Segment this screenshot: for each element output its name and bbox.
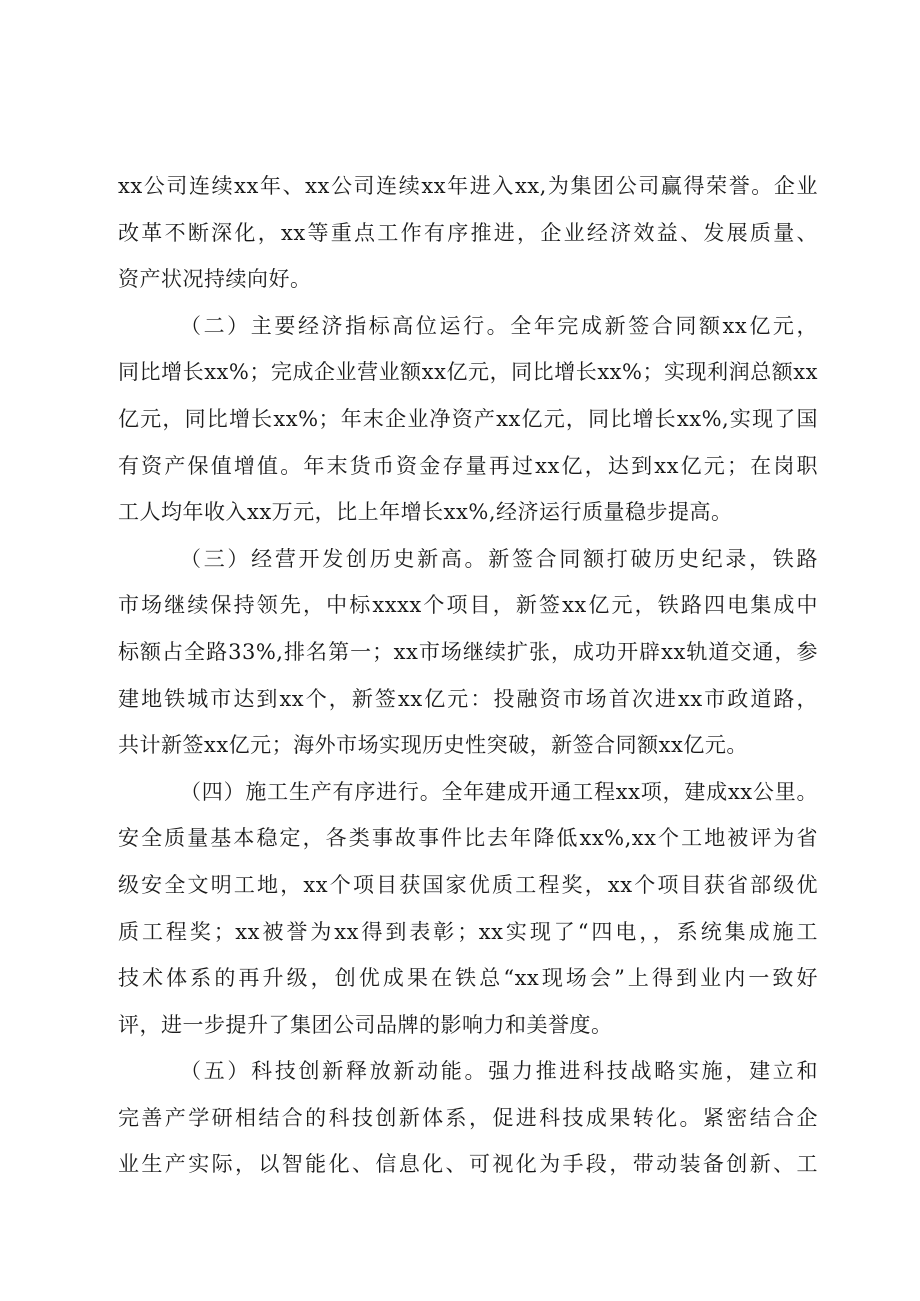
text-line: 建地铁城市达到xx个，新签xx亿元：投融资市场首次进xx市政道路， (118, 686, 818, 711)
section-heading-line: （二）主要经济指标高位运行。全年完成新签合同额xx亿元， (180, 313, 818, 338)
section-heading-line: （三）经营开发创历史新高。新签合同额打破历史纪录，铁路 (180, 546, 818, 571)
text-line: 亿元，同比增长xx%；年末企业净资产xx亿元，同比增长xx%,实现了国 (118, 406, 818, 431)
text-line: 质工程奖；xx被誉为xx得到表彰；xx实现了“四电，，系统集成施工 (118, 919, 818, 944)
section-heading-line: （四）施工生产有序进行。全年建成开通工程xx项，建成xx公里。 (180, 779, 818, 804)
text-line: 市场继续保持领先，中标xxxx个项目，新签xx亿元，铁路四电集成中 (118, 593, 818, 618)
text-line: xx公司连续xx年、xx公司连续xx年进入xx,为集团公司赢得荣誉。企业 (118, 174, 818, 198)
text-line: 共计新签xx亿元；海外市场实现历史性突破，新签合同额xx亿元。 (118, 733, 748, 758)
text-line: 改革不断深化，xx等重点工作有序推进，企业经济效益、发展质量、 (118, 220, 818, 245)
text-line: 资产状况持续向好。 (118, 267, 312, 292)
document-body (118, 163, 818, 1188)
text-line: 级安全文明工地，xx个项目获国家优质工程奖，xx个项目获省部级优 (118, 872, 818, 897)
text-line: 评，进一步提升了集团公司品牌的影响力和美誉度。 (118, 1012, 613, 1037)
text-line: 技术体系的再升级，创优成果在铁总“xx现场会”上得到业内一致好 (118, 966, 818, 991)
text-line: 同比增长xx%；完成企业营业额xx亿元，同比增长xx%；实现利润总额xx (118, 360, 818, 385)
text-line: 标额占全路33%,排名第一；xx市场继续扩张，成功开辟xx轨道交通，参 (118, 639, 818, 664)
section-heading-line: （五）科技创新释放新动能。强力推进科技战略实施，建立和 (180, 1059, 818, 1084)
text-line: 完善产学研相结合的科技创新体系，促进科技成果转化。紧密结合企 (118, 1105, 818, 1130)
text-line: 业生产实际，以智能化、信息化、可视化为手段，带动装备创新、工 (118, 1152, 818, 1177)
text-line: 工人均年收入xx万元，比上年增长xx%,经济运行质量稳步提高。 (118, 500, 733, 525)
text-line: 安全质量基本稳定，各类事故事件比去年降低xx%,xx个工地被评为省 (118, 826, 818, 851)
text-line: 有资产保值增值。年末货币资金存量再过xx亿，达到xx亿元；在岗职 (118, 453, 818, 478)
